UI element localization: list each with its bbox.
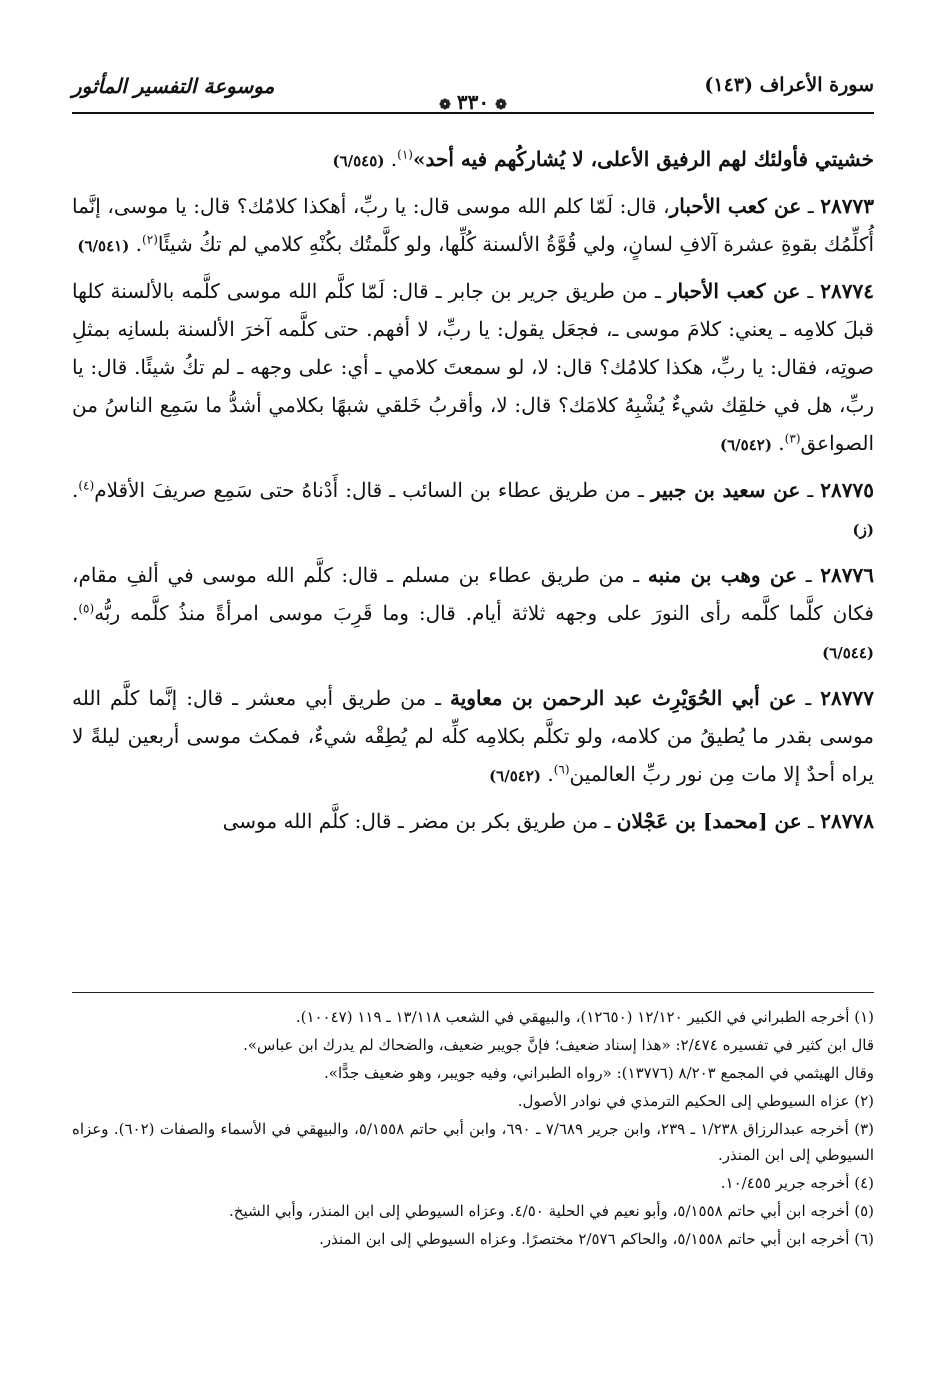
entry-tail: . bbox=[72, 601, 79, 625]
footnote-marker: (٤) bbox=[78, 478, 95, 493]
footnote-marker: (٦) bbox=[553, 762, 570, 777]
footnote-marker: (٥) bbox=[78, 601, 95, 616]
entry-text: ـ من طريق جرير بن جابر ـ قال: لَمّا كلَّم الله موسى كلَّمه بالألسنة كلها قبلَ كلامِه ـ يعني: كلامَ موسى ـ، فجعَل يقول: يا ربِّ، لا أفهم. حتى كلَّمه آخرَ الألسنة بلسانِه بمثلِ صوتِه، فقال: يا ربِّ، هكذا كلامُك؟ قال: لا، لو سمعتَ كلامي ـ أي: على وجهه ـ لم تكُ شيئًا. قال: يا ربِّ، هل في خلقِك شيءٌ يُشْبِهُ كلامَك؟ قال: لا، وأقربُ خَلقي شبهًا بكلامي أشدُّ ما سَمِع الناسُ من الصواعق bbox=[72, 279, 874, 455]
entry-text: ـ من طريق عطاء بن مسلم ـ قال: كلَّم الله موسى في ألفِ مقام، فكان كلَّما كلَّمه رأى النورَ على وجهه ثلاثة أيام. قال: وما قَرِبَ موسى امرأةً منذُ كلَّمه ربُّه bbox=[72, 563, 874, 625]
entry-source: عن سعيد بن جبير bbox=[650, 478, 801, 502]
page-number-block bbox=[72, 90, 874, 114]
running-header bbox=[72, 60, 874, 114]
entry-number: ٢٨٧٧٥ bbox=[820, 478, 874, 502]
entry bbox=[72, 140, 874, 180]
footnote: (٢) عزاه السيوطي إلى الحكيم الترمذي في نوادر الأصول. bbox=[517, 1092, 874, 1110]
page-number: ٣٣٠ bbox=[456, 90, 490, 114]
footnote-marker: (٢) bbox=[142, 232, 158, 247]
footnote: (٥) أخرجه ابن أبي حاتم ٥/١٥٥٨، وأبو نعيم في الحلية ٤/٥٠. وعزاه السيوطي إلى ابن المنذر، وأبي الشيخ. bbox=[229, 1202, 874, 1220]
entry-reference: (٦/٥٤٤) bbox=[822, 644, 874, 662]
entry-reference: (٦/٥٤٢) bbox=[720, 436, 772, 454]
entry-tail: . bbox=[384, 147, 398, 171]
entry-text: ـ من طريق بكر بن مضر ـ قال: كلَّم الله موسى bbox=[222, 809, 617, 833]
entry-text: خشيتي فأولئك لهم الرفيق الأعلى، لا يُشاركُهم فيه أحد» bbox=[412, 147, 874, 171]
entry-number: ٢٨٧٧٤ bbox=[820, 279, 874, 303]
entry-number: ٢٨٧٧٣ bbox=[820, 194, 874, 218]
main-text bbox=[72, 140, 874, 847]
book-title: موسوعة التفسير المأثور bbox=[72, 74, 275, 98]
footnote: وقال الهيثمي في المجمع ٨/٢٠٣ (١٣٧٧٦): «رواه الطبراني، وفيه جويبر، وهو ضعيف جدًّا». bbox=[324, 1064, 874, 1082]
entry: ٢٨٧٧٣ ـ عن كعب الأحبار، قال: لَمّا كلم الله موسى قال: يا ربِّ، أهكذا كلامُك؟ قال: يا موسى، إنَّما أُكلِّمُك بقوةِ عشرة آلافِ لسانٍ، ولي قُوَّةُ الألسنة كُلِّها، ولو كلَّمتُك بكُنْهِ كلامي لم تكُ شيئًا$^{(٢)}$. (٦/٥٤١) bbox=[72, 194, 874, 256]
entry-tail: . bbox=[72, 478, 79, 502]
footnote: (٤) أخرجه جرير ١٠/٤٥٥. bbox=[720, 1174, 874, 1192]
entry-tail: . bbox=[541, 762, 554, 786]
entry: ٢٨٧٧٨ ـ عن [محمد] بن عَجْلان ـ من طريق بكر بن مضر ـ قال: كلَّم الله موسى bbox=[222, 809, 874, 833]
entry-reference: (٦/٥٤١) bbox=[77, 237, 130, 255]
entry-source: عن كعب الأحبار bbox=[667, 279, 801, 303]
entry-tail: . bbox=[771, 431, 785, 455]
footnote: (١) أخرجه الطبراني في الكبير ١٢/١٢٠ (١٢٦٥٠)، والبيهقي في الشعب ١٣/١١٨ ـ ١١٩ (١٠٠٤٧). bbox=[295, 1008, 874, 1026]
entry-source: عن [محمد] بن عَجْلان bbox=[616, 809, 802, 833]
footnote: (٣) أخرجه عبدالرزاق ١/٢٣٨ ـ ٢٣٩، وابن جرير ٧/٦٨٩ ـ ٦٩٠، وابن أبي حاتم ٥/١٥٥٨، والبيهقي في الأسماء والصفات (٦٠٢). وعزاه السيوطي إلى ابن المنذر. bbox=[72, 1120, 874, 1164]
footnote-marker: (١) bbox=[397, 147, 413, 162]
entry-tail: . bbox=[129, 232, 143, 256]
entry-reference: (٦/٥٤٢) bbox=[489, 767, 541, 785]
footnote-marker: (٣) bbox=[784, 431, 801, 446]
entry-text: ـ من طريق عطاء بن السائب ـ قال: أَدْناهُ حتى سَمِع صريفَ الأقلام bbox=[94, 478, 651, 502]
entry-text: ـ من طريق أبي معشر ـ قال: إنَّما كلَّم الله موسى بقدر ما يُطيقُ من كلامه، ولو تكلَّم بكلامِه كلِّه لم يُطِقْه شيءٌ، فمكث موسى أربعين ليلةً لا يراه أحدٌ إلا مات مِن نور ربِّ العالمين bbox=[72, 686, 874, 786]
entry-reference: (ز) bbox=[852, 521, 874, 539]
footnotes bbox=[72, 1004, 874, 1254]
ornament-icon: ❁ bbox=[439, 97, 451, 113]
header-rule bbox=[72, 112, 874, 114]
surah-title: سورة الأعراف (١٤٣) bbox=[704, 74, 874, 96]
entry: ٢٨٧٧٧ ـ عن أبي الحُوَيْرِث عبد الرحمن بن معاوية ـ من طريق أبي معشر ـ قال: إنَّما كلَّم الله موسى بقدر ما يُطيقُ من كلامه، ولو تكلَّم بكلامِه كلِّه لم يُطِقْه شيءٌ، فمكث موسى أربعين ليلةً لا يراه أحدٌ إلا مات مِن نور ربِّ العالمين$^{(٦)}$. (٦/٥٤٢) bbox=[72, 686, 874, 786]
entry-source: عن كعب الأحبار bbox=[669, 194, 802, 218]
footnote: قال ابن كثير في تفسيره ٢/٤٧٤: «هذا إسناد ضعيف؛ فإنَّ جويبر ضعيف، والضحاك لم يدرك ابن عباس». bbox=[243, 1036, 874, 1054]
entry-source: عن أبي الحُوَيْرِث عبد الرحمن بن معاوية bbox=[450, 686, 797, 710]
entry-reference: (٦/٥٤٥) bbox=[332, 152, 385, 170]
footnote: (٦) أخرجه ابن أبي حاتم ٥/١٥٥٨، والحاكم ٢/٥٧٦ مختصرًا. وعزاه السيوطي إلى ابن المنذر. bbox=[319, 1230, 874, 1248]
entry-number: ٢٨٧٧٦ bbox=[820, 563, 875, 587]
entry: ٢٨٧٧٥ ـ عن سعيد بن جبير ـ من طريق عطاء بن السائب ـ قال: أَدْناهُ حتى سَمِع صريفَ الأقلام$^{(٤)}$. (ز) bbox=[72, 478, 874, 539]
entry-text: ، قال: لَمّا كلم الله موسى قال: يا ربِّ، أهكذا كلامُك؟ قال: يا موسى، إنَّما أُكلِّمُك بقوةِ عشرة آلافِ لسانٍ، ولي قُوَّةُ الألسنة كُلِّها، ولو كلَّمتُك بكُنْهِ كلامي لم تكُ شيئًا bbox=[72, 194, 874, 256]
entry: ٢٨٧٧٦ ـ عن وهب بن منبه ـ من طريق عطاء بن مسلم ـ قال: كلَّم الله موسى في ألفِ مقام، فكان كلَّما كلَّمه رأى النورَ على وجهه ثلاثة أيام. قال: وما قَرِبَ موسى امرأةً منذُ كلَّمه ربُّه$^{(٥)}$. (٦/٥٤٤) bbox=[72, 563, 875, 662]
entry-number: ٢٨٧٧٧ bbox=[820, 686, 874, 710]
ornament-icon: ❁ bbox=[495, 97, 507, 113]
entry: ٢٨٧٧٤ ـ عن كعب الأحبار ـ من طريق جرير بن جابر ـ قال: لَمّا كلَّم الله موسى كلَّمه بالألسنة كلها قبلَ كلامِه ـ يعني: كلامَ موسى ـ، فجعَل يقول: يا ربِّ، لا أفهم. حتى كلَّمه آخرَ الألسنة بلسانِه بمثلِ صوتِه، فقال: يا ربِّ، هكذا كلامُك؟ قال: لا، لو سمعتَ كلامي ـ أي: على وجهه ـ لم تكُ شيئًا. قال: يا ربِّ، هل في خلقِك شيءٌ يُشْبِهُ كلامَك؟ قال: لا، وأقربُ خَلقي شبهًا بكلامي أشدُّ ما سَمِع الناسُ من الصواعق$^{(٣)}$. (٦/٥٤٢) bbox=[72, 279, 874, 455]
footnote-rule bbox=[72, 992, 874, 993]
entry-number: ٢٨٧٧٨ bbox=[820, 809, 874, 833]
entry-source: عن وهب بن منبه bbox=[647, 563, 798, 587]
